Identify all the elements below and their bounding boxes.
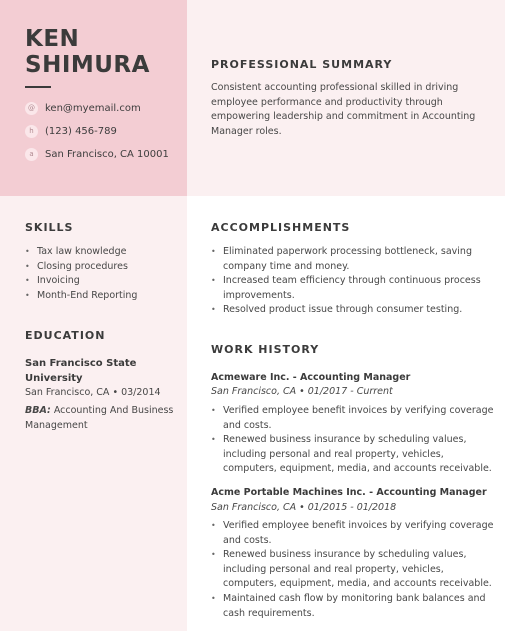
- skills-list: [25, 245, 180, 303]
- degree-field: Accounting And Business: [50, 405, 174, 416]
- last-name: SHIMURA: [25, 52, 150, 78]
- school-name-line: San Francisco State: [25, 358, 137, 369]
- name-divider: [25, 86, 51, 88]
- skills-heading: SKILLS: [25, 221, 74, 234]
- accomplishments-list: [211, 245, 501, 318]
- job-bullet-line: • Renewed business insurance by scheduling values,: [223, 549, 467, 561]
- first-name: KEN: [25, 26, 80, 52]
- skill-item: • Invoicing: [25, 274, 180, 289]
- job-bullet: [211, 592, 503, 621]
- job-bullet-line: • Renewed business insurance by scheduling values,: [223, 434, 467, 446]
- candidate-name: [25, 26, 185, 78]
- job-bullet-line: • Maintained cash flow by monitoring bank balances and: [223, 592, 486, 604]
- contact-address: [25, 147, 169, 161]
- job-bullet: [211, 404, 503, 433]
- job-title: Acme Portable Machines Inc. - Accounting Manager: [211, 487, 487, 498]
- accomplishment-item: [211, 274, 501, 303]
- summary-line: employee performance and productivity through: [211, 96, 443, 108]
- accomplishment-line: improvements.: [223, 289, 295, 301]
- contact-email[interactable]: [25, 101, 141, 115]
- job-bullet-line: computers, equipment, media, and accounts receivable.: [223, 463, 492, 475]
- job-bullet-line: and costs.: [223, 419, 272, 431]
- accomplishment-item: [211, 245, 501, 274]
- email-icon: @: [25, 102, 38, 115]
- skill-item: • Month-End Reporting: [25, 289, 180, 304]
- summary-line: empowering leadership and commitment in Accounting: [211, 111, 476, 123]
- accomplishments-heading: ACCOMPLISHMENTS: [211, 221, 351, 234]
- location-icon: a: [25, 148, 38, 161]
- work-history-heading: WORK HISTORY: [211, 343, 320, 356]
- accomplishment-line: • Eliminated paperwork processing bottleneck, saving: [223, 246, 472, 257]
- job-bullets: [211, 404, 503, 477]
- job-title: Acmeware Inc. - Accounting Manager: [211, 372, 411, 383]
- phone-text: (123) 456-789: [45, 125, 117, 137]
- accomplishment-item: [211, 303, 501, 318]
- job-bullet: [211, 519, 503, 548]
- skill-item: • Tax law knowledge: [25, 245, 180, 260]
- phone-icon: h: [25, 125, 38, 138]
- job-bullet-line: and costs.: [223, 534, 272, 546]
- school-name: [25, 356, 180, 386]
- address-text: San Francisco, CA 10001: [45, 148, 169, 160]
- job-bullets: [211, 519, 503, 621]
- accomplishment-line: • Increased team efficiency through continuous process: [223, 275, 481, 287]
- summary-line: Manager roles.: [211, 125, 282, 137]
- degree: [25, 404, 185, 433]
- school-name-line: University: [25, 373, 83, 384]
- job-bullet-line: cash requirements.: [223, 607, 315, 619]
- job-bullet-line: • Verified employee benefit invoices by verifying coverage: [223, 520, 494, 531]
- degree-field-cont: Management: [25, 419, 88, 431]
- degree-label: BBA:: [25, 405, 51, 416]
- summary-text: [211, 81, 496, 139]
- accomplishment-line: company time and money.: [223, 260, 350, 272]
- job-bullet: [211, 548, 503, 592]
- education-heading: EDUCATION: [25, 329, 106, 342]
- skill-item: • Closing procedures: [25, 260, 180, 275]
- contact-phone[interactable]: [25, 124, 117, 138]
- job-bullet-line: including personal and real property, vehicles,: [223, 563, 444, 575]
- accomplishment-line: • Resolved product issue through consumer testing.: [223, 304, 463, 316]
- summary-line: Consistent accounting professional skilled in driving: [211, 82, 459, 93]
- email-text: ken@myemail.com: [45, 102, 141, 114]
- job-location-date: San Francisco, CA • 01/2015 - 01/2018: [211, 502, 397, 513]
- job-location-date: San Francisco, CA • 01/2017 - Current: [211, 386, 393, 397]
- job-bullet-line: • Verified employee benefit invoices by verifying coverage: [223, 405, 494, 416]
- job-bullet-line: computers, equipment, media, and accounts receivable.: [223, 578, 492, 590]
- school-location-date: San Francisco, CA • 03/2014: [25, 387, 161, 398]
- job-bullet: [211, 433, 503, 477]
- summary-heading: PROFESSIONAL SUMMARY: [211, 58, 393, 71]
- job-bullet-line: including personal and real property, vehicles,: [223, 448, 444, 460]
